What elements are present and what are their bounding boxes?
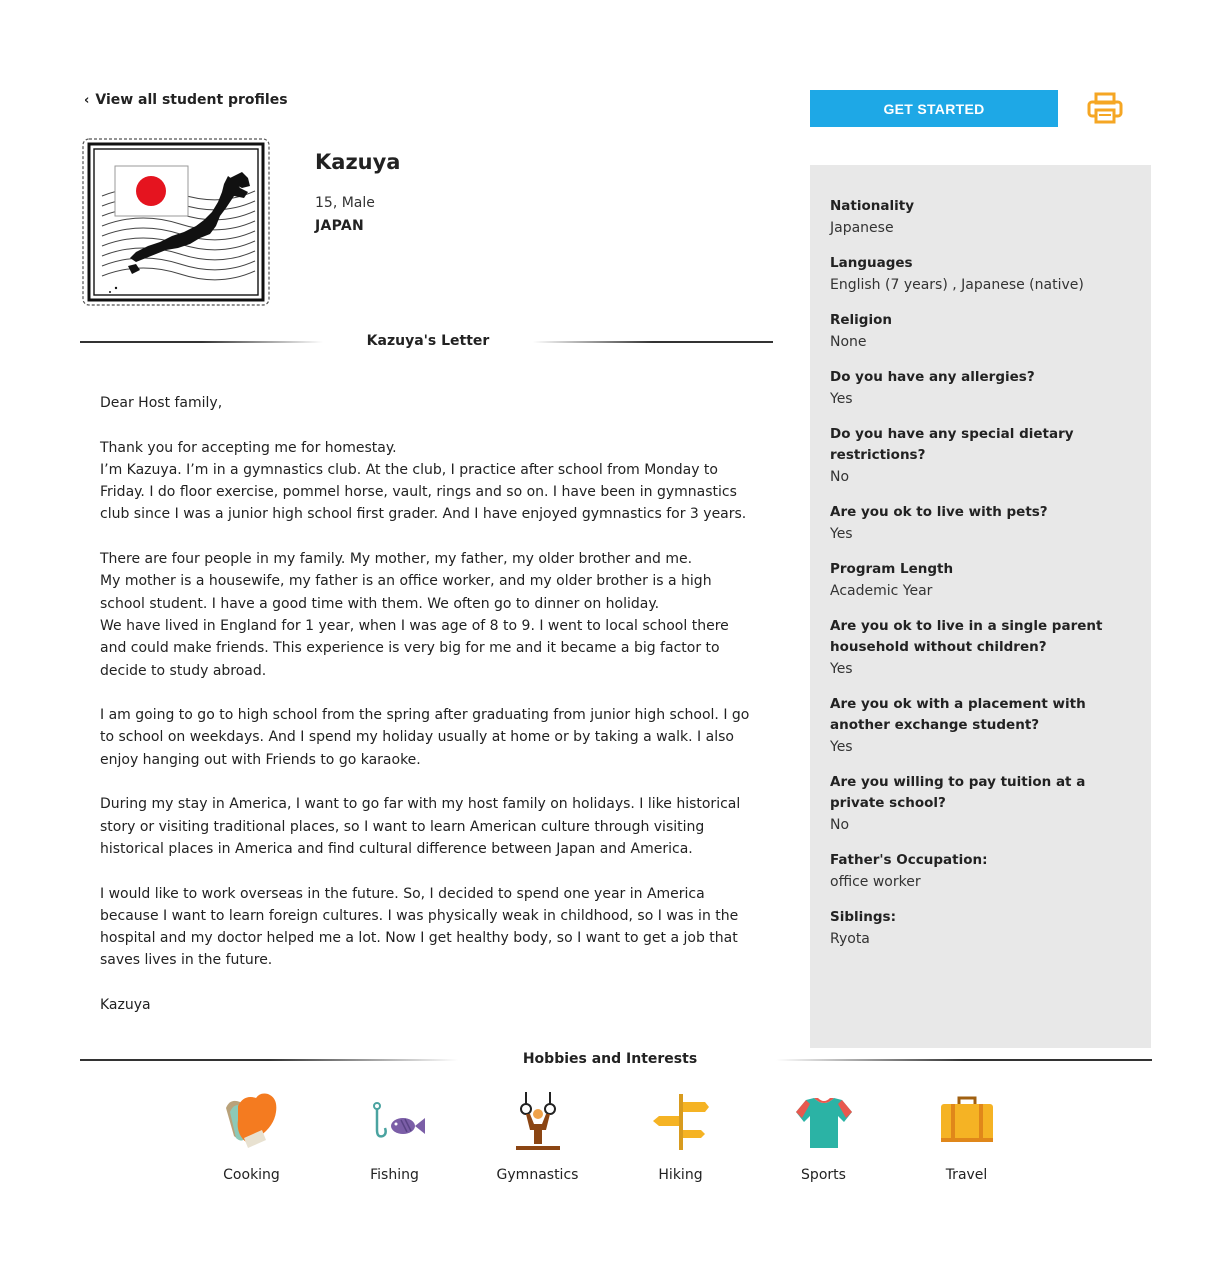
hobby-label: Hiking	[658, 1167, 703, 1183]
student-country: JAPAN	[315, 218, 365, 234]
student-details-panel	[810, 165, 1151, 1048]
letter-paragraph: I am going to go to high school from the spring after graduating from junior high school. I go to school on weekdays. And I spend my holiday usually at home or by taking a walk. I also enjoy hanging out with Friends to go karaoke.	[100, 707, 750, 768]
letter-paragraph: Thank you for accepting me for homestay. I’m Kazuya. I’m in a gymnastics club. At the club, I practice after school from Monday to Friday. I do floor exercise, pommel horse, vault, rings and so on. I have been in gymnastics club since I was a junior high school first grader. And I have enjoyed gymnastics for 3 years.	[100, 439, 747, 523]
detail-label: Siblings:	[830, 909, 896, 925]
detail-label: Do you have any special dietary restrictions?	[830, 426, 1074, 463]
detail-label: Father's Occupation:	[830, 852, 988, 868]
hobby-item-cooking	[180, 1090, 323, 1190]
printer-icon[interactable]	[1087, 92, 1123, 124]
detail-siblings	[830, 907, 1131, 950]
hobby-item-gymnastics	[466, 1090, 609, 1190]
letter-heading: Kazuya's Letter	[366, 333, 490, 349]
detail-value: Yes	[830, 526, 853, 542]
hobbies-divider-right	[776, 1059, 1152, 1061]
detail-label: Do you have any allergies?	[830, 369, 1035, 385]
detail-exchange-student	[830, 694, 1131, 758]
detail-label: Are you ok with a placement with another exchange student?	[830, 696, 1086, 733]
japan-stamp-image	[80, 136, 272, 308]
back-link-label: View all student profiles	[95, 92, 288, 108]
chevron-left-icon: ‹	[84, 92, 90, 108]
detail-value: Yes	[830, 739, 853, 755]
detail-value: office worker	[830, 874, 921, 890]
hobby-label: Fishing	[370, 1167, 419, 1183]
detail-languages	[830, 253, 1131, 296]
detail-dietary	[830, 424, 1131, 488]
back-to-profiles-link[interactable]	[84, 92, 288, 108]
detail-label: Nationality	[830, 198, 914, 214]
hobby-item-fishing	[323, 1090, 466, 1190]
detail-value: Ryota	[830, 931, 870, 947]
detail-label: Are you ok to live in a single parent household without children?	[830, 618, 1103, 655]
detail-value: Yes	[830, 391, 853, 407]
detail-value: English (7 years) , Japanese (native)	[830, 277, 1084, 293]
letter-divider-left	[80, 341, 323, 343]
hobby-item-travel	[895, 1090, 1038, 1190]
jersey-icon	[792, 1090, 856, 1154]
detail-pets	[830, 502, 1131, 545]
suitcase-icon	[935, 1090, 999, 1154]
detail-label: Program Length	[830, 561, 954, 577]
detail-label: Languages	[830, 255, 913, 271]
student-age-gender: 15, Male	[315, 195, 375, 211]
detail-nationality	[830, 196, 1131, 239]
detail-allergies	[830, 367, 1131, 410]
hobby-label: Cooking	[223, 1167, 280, 1183]
hobbies-list	[180, 1090, 1040, 1190]
detail-program-length	[830, 559, 1131, 602]
detail-label: Are you ok to live with pets?	[830, 504, 1048, 520]
hobbies-divider-left	[80, 1059, 458, 1061]
letter-paragraph: During my stay in America, I want to go far with my host family on holidays. I like historical story or visiting traditional places, so I want to learn American culture through visiting historical places in America and find cultural difference between Japan and America.	[100, 796, 741, 857]
detail-tuition	[830, 772, 1131, 836]
hobbies-heading: Hobbies and Interests	[522, 1051, 698, 1067]
hobby-label: Sports	[801, 1167, 846, 1183]
detail-single-parent	[830, 616, 1131, 680]
oven-mitt-icon	[220, 1090, 284, 1154]
hobby-label: Travel	[945, 1167, 988, 1183]
detail-label: Religion	[830, 312, 892, 328]
hobby-label: Gymnastics	[496, 1167, 579, 1183]
detail-value: Japanese	[830, 220, 894, 236]
letter-paragraph: There are four people in my family. My mother, my father, my older brother and me. My mother is a housewife, my father is an office worker, and my older brother is a high school student. I have a good time with them. We often go to dinner on holiday. We have lived in England for 1 year, when I was age of 8 to 9. I went to local school there and could make friends. This experience is very big for me and it became a big factor to decide to study abroad.	[100, 551, 729, 679]
student-name: Kazuya	[315, 150, 401, 174]
detail-value: None	[830, 334, 867, 350]
get-started-button[interactable]: GET STARTED	[810, 90, 1058, 127]
letter-paragraph: I would like to work overseas in the future. So, I decided to spend one year in America because I want to learn foreign cultures. I was physically weak in childhood, so I was in the hospital and my doctor helped me a lot. Now I get healthy body, so I want to get a job that saves lives in the future.	[100, 885, 739, 969]
detail-value: Academic Year	[830, 583, 933, 599]
detail-value: No	[830, 469, 850, 485]
detail-label: Are you willing to pay tuition at a private school?	[830, 774, 1086, 811]
hobby-item-sports	[752, 1090, 895, 1190]
detail-value: No	[830, 817, 850, 833]
student-letter	[100, 392, 755, 1016]
detail-father-occupation	[830, 850, 1131, 893]
signpost-icon	[649, 1090, 713, 1154]
fishing-icon	[363, 1090, 427, 1154]
detail-value: Yes	[830, 661, 853, 677]
letter-divider-right	[533, 341, 773, 343]
detail-religion	[830, 310, 1131, 353]
gymnastics-rings-icon	[506, 1090, 570, 1154]
letter-paragraph: Dear Host family,	[100, 395, 223, 411]
hobby-item-hiking	[609, 1090, 752, 1190]
letter-signature: Kazuya	[100, 997, 151, 1014]
